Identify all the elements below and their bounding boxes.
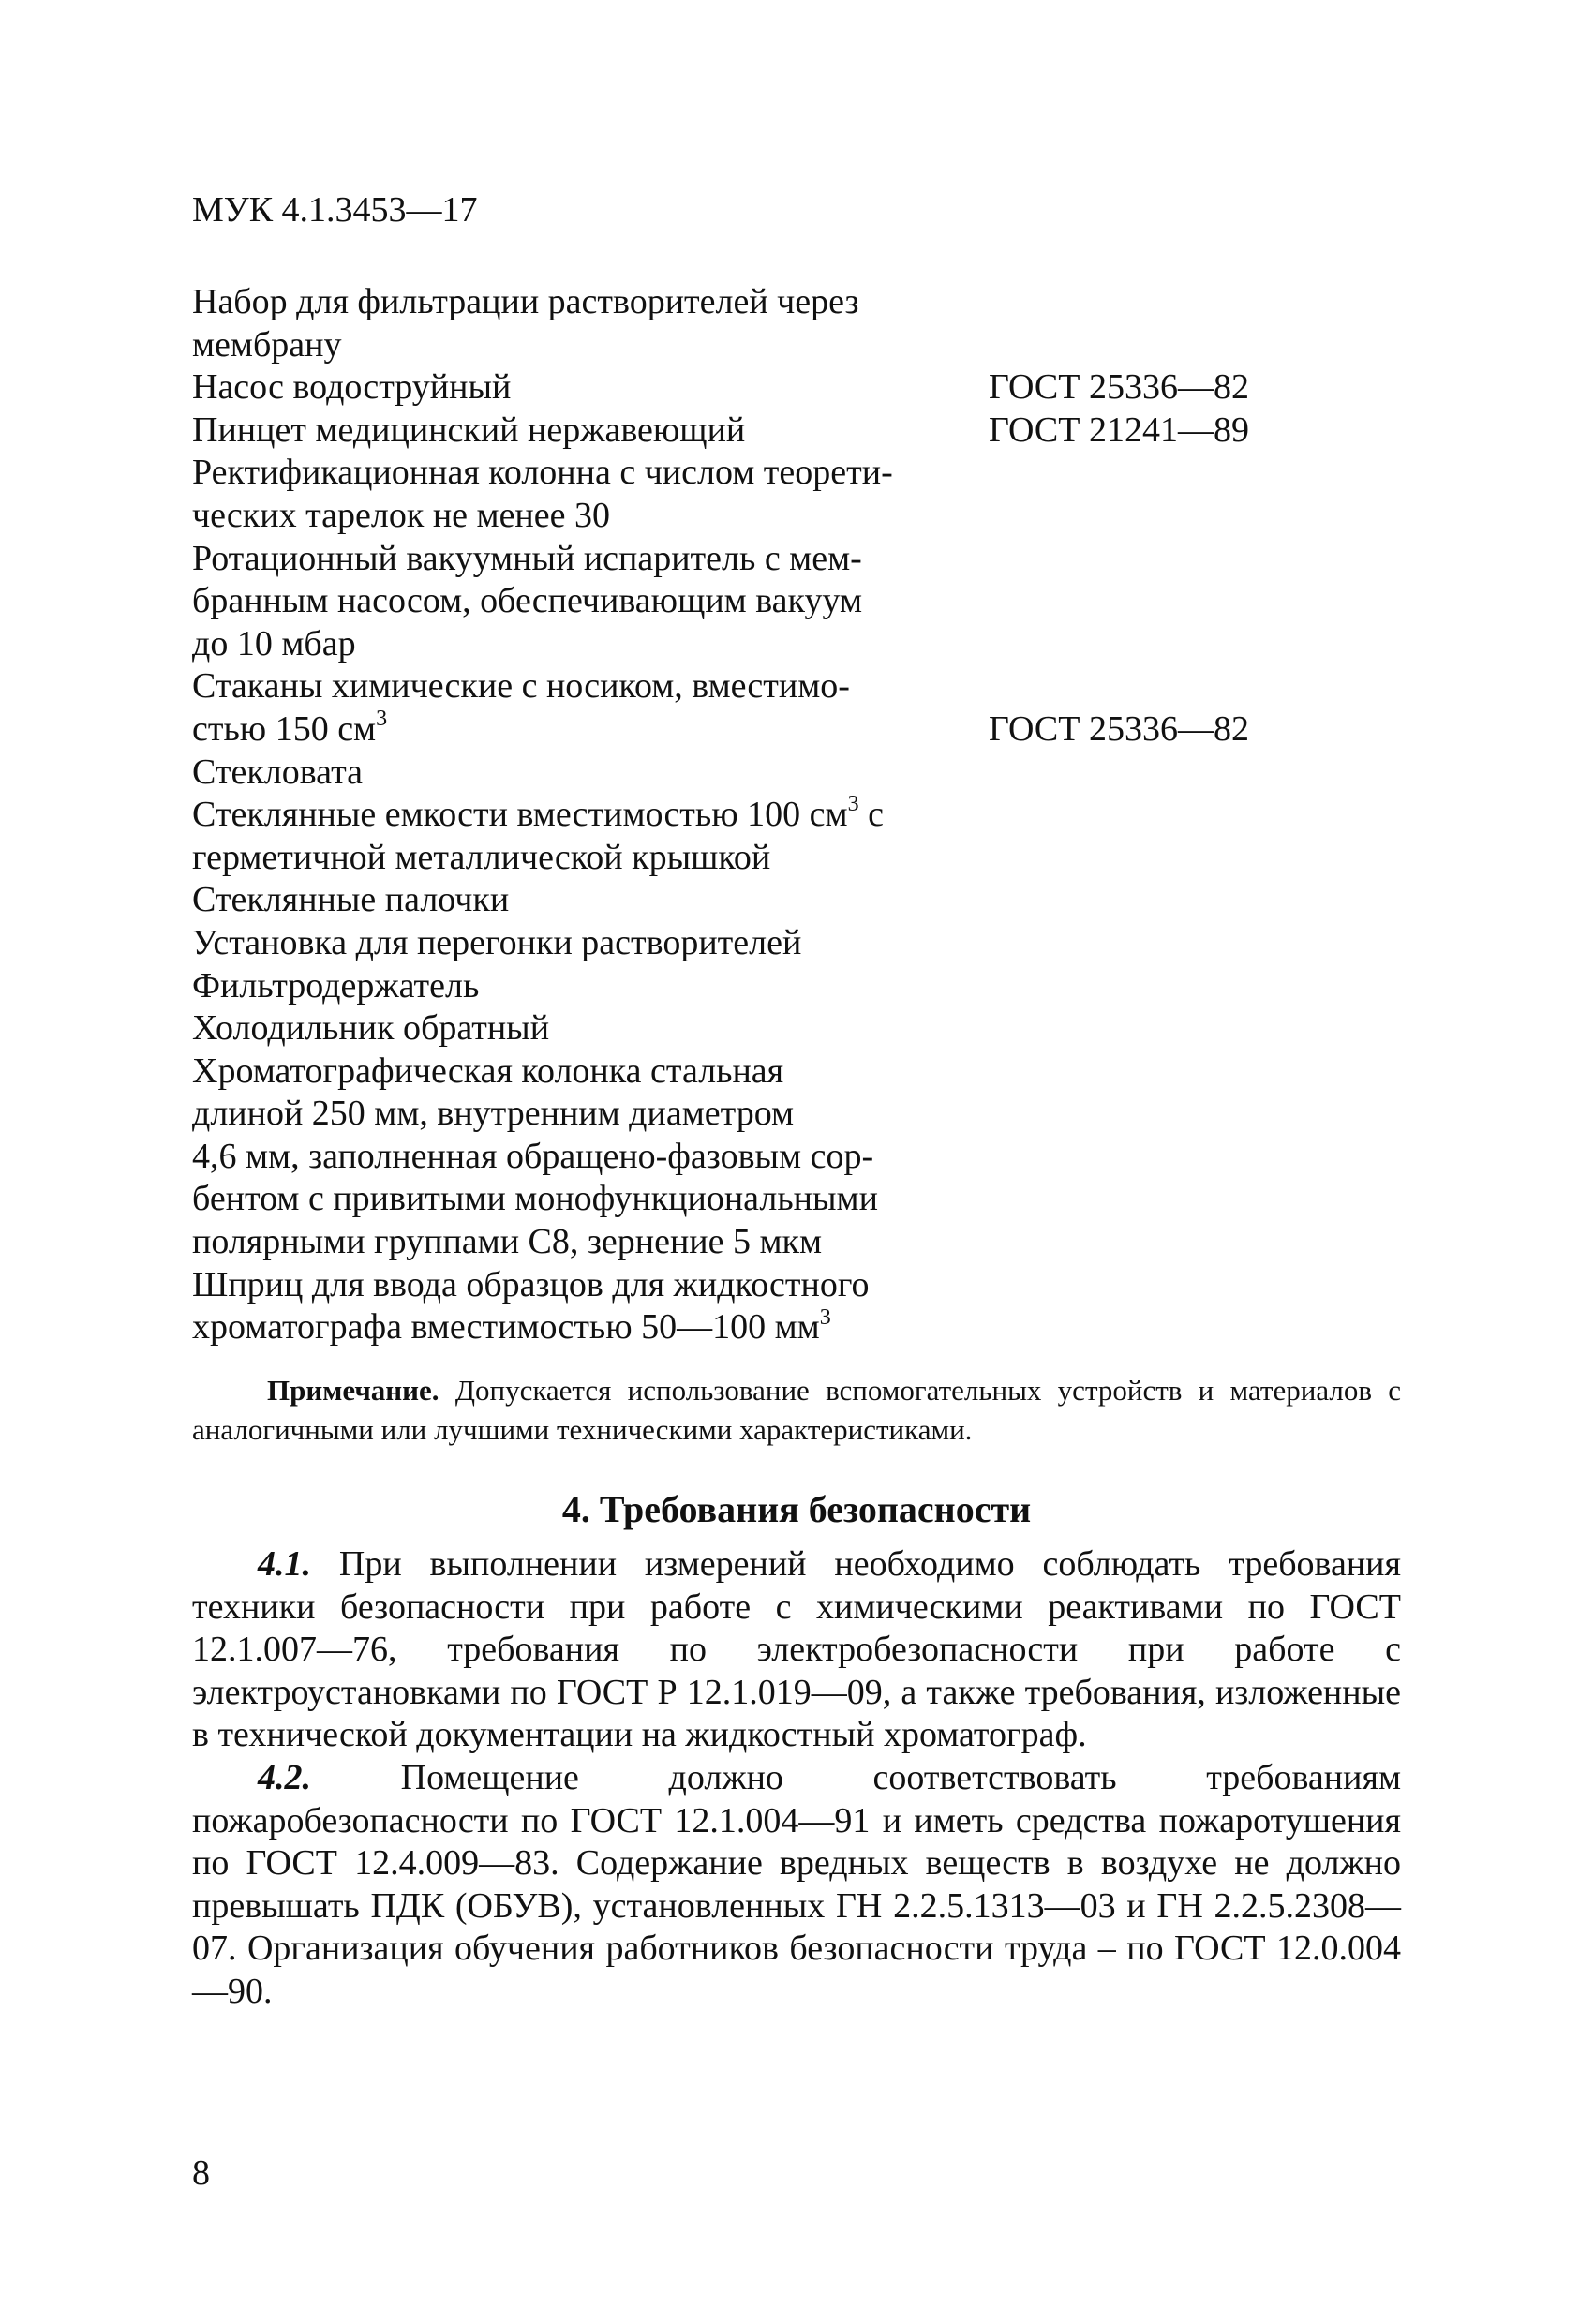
item-name: Насос водоструйный	[192, 367, 512, 408]
paragraph	[192, 1757, 1401, 2014]
paragraph	[192, 1543, 1401, 1757]
note-label: Примечание.	[267, 1374, 439, 1407]
item-name-text: Стеклянные емкости вместимостью 100 см	[192, 795, 848, 835]
list-item	[192, 879, 1298, 922]
item-name: Стекловата	[192, 752, 364, 792]
paragraph-number: 4.1.	[258, 1544, 311, 1584]
item-standard: ГОСТ 25336—82	[989, 708, 1249, 749]
note-text: Допускается использование вспомогательных устройств и материалов с аналогичными или лучшими техническими характеристиками.	[192, 1374, 1401, 1446]
item-name: Хроматографическая колонка стальная длиной 250 мм, внутренним диаметром 4,6 мм, заполненная обращено-фазовым сор- бентом с привитыми монофункциональными полярными группами C8, зернение 5 мкм	[192, 1050, 878, 1262]
note-text-block	[192, 1371, 1401, 1450]
list-item	[192, 1264, 1298, 1349]
item-name-text: Шприц для ввода образцов для жидкостного хроматографа вместимостью 50—100 мм	[192, 1264, 870, 1348]
item-name: Ротационный вакуумный испаритель с мем- бранным насосом, обеспечивающим вакуум до 10 мбар	[192, 538, 862, 663]
item-name: Ректификационная колонна с числом теорети- ческих тарелок не менее 30	[192, 453, 893, 535]
list-item	[192, 665, 1298, 751]
paragraph-text: При выполнении измерений необходимо соблюдать требования техники безопасности при работе с химическими реактивами по ГОСТ 12.1.007—76, требования по электробезопасности при работе с электроустановками по ГОСТ Р 12.1.019—09, а также требования, изложенные в технической документации на жидкостный хроматограф.	[192, 1544, 1401, 1755]
equipment-list	[192, 281, 1298, 1349]
item-name-tail: с герметичной металлической крышкой	[192, 795, 884, 877]
document-code: МУК 4.1.3453—17	[192, 190, 478, 230]
list-item	[192, 410, 1298, 453]
item-name: Фильтродержатель	[192, 965, 480, 1006]
item-standard: ГОСТ 25336—82	[989, 367, 1249, 408]
paragraph-text: Помещение должно соответствовать требованиям пожаробезопасности по ГОСТ 12.1.004—91 и иметь средства пожаротушения по ГОСТ 12.4.009—83. Содержание вредных веществ в воздухе не должно превышать ПДК (ОБУВ), установленных ГН 2.2.5.1313—03 и ГН 2.2.5.2308—07. Организация обучения работников безопасности труда – по ГОСТ 12.0.004—90.	[192, 1757, 1401, 2011]
list-item	[192, 538, 1298, 666]
section-title: 4. Требования безопасности	[561, 1488, 1032, 1530]
item-name-with-superscript	[192, 665, 989, 751]
item-name: Холодильник обратный	[192, 1008, 550, 1049]
section-body	[192, 1543, 1401, 2014]
item-name-text: Стаканы химические с носиком, вместимо- стью 150 см	[192, 666, 850, 749]
item-name-with-superscript	[192, 1264, 989, 1349]
superscript: 3	[376, 707, 388, 732]
list-item	[192, 366, 1298, 410]
item-name: Установка для перегонки растворителей	[192, 922, 802, 962]
list-item	[192, 965, 1298, 1008]
superscript: 3	[847, 792, 859, 817]
list-item	[192, 452, 1298, 537]
superscript: 3	[819, 1304, 831, 1330]
item-name-with-superscript	[192, 794, 989, 879]
list-item	[192, 1050, 1298, 1264]
note	[192, 1371, 1401, 1450]
item-name: Набор для фильтрации растворителей через мембрану	[192, 282, 859, 365]
page-number: 8	[192, 2153, 210, 2193]
list-item	[192, 922, 1298, 965]
list-item	[192, 1007, 1298, 1050]
item-standard: ГОСТ 21241—89	[989, 410, 1249, 450]
item-name: Пинцет медицинский нержавеющий	[192, 410, 746, 450]
item-name: Стеклянные палочки	[192, 880, 510, 920]
list-item	[192, 794, 1298, 879]
list-item	[192, 752, 1298, 795]
list-item	[192, 281, 1298, 366]
paragraph-number: 4.2.	[258, 1757, 311, 1797]
